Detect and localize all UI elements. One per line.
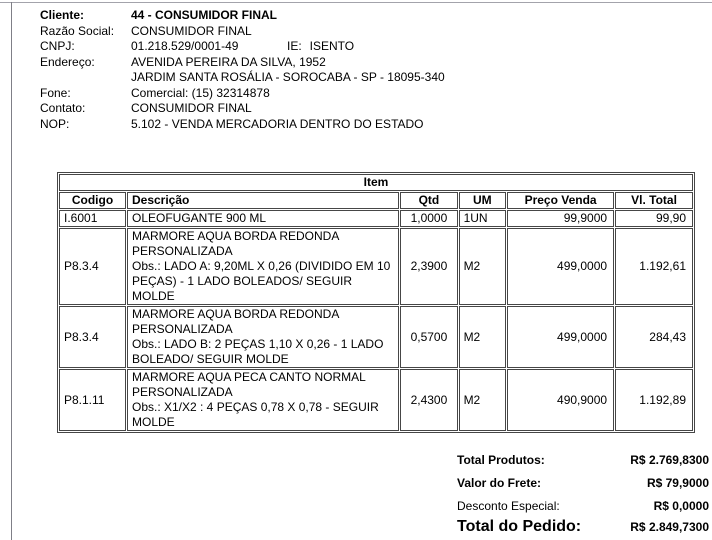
desconto-especial-value: R$ 0,0000 — [653, 498, 709, 513]
um-cell: M2 — [459, 306, 507, 368]
desconto-especial-label: Desconto Especial: — [457, 498, 560, 513]
header-descricao: Descrição — [127, 192, 399, 209]
um-cell: 1UN — [459, 210, 507, 227]
total-pedido-row — [457, 518, 709, 536]
field-nop — [40, 117, 445, 133]
vl-total-cell: 1.192,89 — [615, 369, 693, 431]
endereco-line2: JARDIM SANTA ROSÁLIA - SOROCABA - SP - 18095-340 — [131, 70, 445, 84]
preco-venda-cell: 499,0000 — [507, 228, 614, 305]
field-endereco — [40, 55, 445, 71]
customer-info-block — [40, 8, 445, 132]
obs-text: Obs.: X1/X2 : 4 PEÇAS 0,78 X 0,78 - SEGUIR MOLDE — [131, 400, 379, 429]
table-header-row — [59, 192, 693, 209]
table-title-row — [59, 174, 693, 191]
descricao-cell — [127, 369, 399, 431]
cliente-label: Cliente: — [40, 8, 85, 22]
codigo-cell: P8.1.11 — [59, 369, 126, 431]
items-section — [57, 172, 695, 433]
obs-text: Obs.: LADO A: 9,20ML X 0,26 (DIVIDIDO EM 10 PEÇAS) - 1 LADO BOLEADOS/ SEGUIR MOLDE — [131, 259, 391, 303]
fone-label: Fone: — [40, 85, 71, 100]
valor-frete-label: Valor do Frete: — [457, 475, 542, 490]
items-table — [57, 172, 695, 433]
qtd-cell: 2,3900 — [400, 228, 457, 305]
valor-frete-value: R$ 79,9000 — [646, 475, 709, 490]
qtd-cell: 0,5700 — [400, 306, 457, 368]
field-endereco-line2 — [40, 70, 445, 86]
header-codigo: Codigo — [59, 192, 126, 209]
preco-venda-cell: 490,9000 — [507, 369, 614, 431]
header-qtd: Qtd — [400, 192, 457, 209]
endereco-label: Endereço: — [40, 54, 95, 69]
ie-label: IE: — [287, 39, 302, 53]
codigo-cell: P8.3.4 — [59, 228, 126, 305]
nop-value: 5.102 - VENDA MERCADORIA DENTRO DO ESTADO — [131, 116, 424, 131]
nop-label: NOP: — [40, 116, 70, 131]
qtd-cell: 2,4300 — [400, 369, 457, 431]
table-row — [59, 369, 693, 431]
frame-left-divider — [11, 2, 12, 540]
descricao-text: MARMORE AQUA BORDA REDONDA PERSONALIZADA — [131, 307, 339, 336]
um-cell: M2 — [459, 369, 507, 431]
table-row — [59, 228, 693, 305]
total-produtos-label: Total Produtos: — [457, 452, 545, 467]
valor-frete-row — [457, 471, 709, 494]
contato-label: Contato: — [40, 101, 86, 115]
table-row — [59, 306, 693, 368]
field-fone — [40, 86, 445, 102]
totals-block — [457, 448, 709, 536]
descricao-text: MARMORE AQUA PECA CANTO NORMAL PERSONALIZADA — [131, 370, 366, 399]
cnpj-value: 01.218.529/0001-49 — [131, 39, 239, 53]
header-vl-total: Vl. Total — [615, 192, 693, 209]
cliente-value: 44 - CONSUMIDOR FINAL — [131, 8, 278, 22]
razao-social-value: CONSUMIDOR FINAL — [131, 23, 252, 38]
cnpj-label: CNPJ: — [40, 39, 75, 53]
vl-total-cell: 99,90 — [615, 210, 693, 227]
descricao-cell — [127, 306, 399, 368]
header-um: UM — [459, 192, 507, 209]
table-title: Item — [59, 174, 693, 191]
vl-total-cell: 284,43 — [615, 306, 693, 368]
field-cnpj-ie — [40, 39, 445, 55]
obs-text: Obs.: LADO B: 2 PEÇAS 1,10 X 0,26 - 1 LADO BOLEADO/ SEGUIR MOLDE — [131, 337, 384, 366]
contato-value: CONSUMIDOR FINAL — [131, 101, 252, 115]
endereco-line1: AVENIDA PEREIRA DA SILVA, 1952 — [131, 54, 326, 69]
vl-total-cell: 1.192,61 — [615, 228, 693, 305]
frame-top-divider — [0, 2, 712, 3]
descricao-text: MARMORE AQUA BORDA REDONDA PERSONALIZADA — [131, 229, 339, 258]
total-produtos-row — [457, 448, 709, 471]
descricao-cell — [127, 228, 399, 305]
razao-social-label: Razão Social: — [40, 23, 115, 38]
table-row — [59, 210, 693, 227]
fone-value: Comercial: (15) 32314878 — [131, 85, 270, 100]
codigo-cell: P8.3.4 — [59, 306, 126, 368]
descricao-text: OLEOFUGANTE 900 ML — [131, 211, 267, 225]
um-cell: M2 — [459, 228, 507, 305]
preco-venda-cell: 499,0000 — [507, 306, 614, 368]
header-preco-venda: Preço Venda — [507, 192, 614, 209]
total-pedido-label: Total do Pedido: — [457, 518, 582, 535]
qtd-cell: 1,0000 — [400, 210, 457, 227]
total-produtos-value: R$ 2.769,8300 — [630, 452, 709, 467]
descricao-cell — [127, 210, 399, 227]
desconto-especial-row — [457, 494, 709, 517]
codigo-cell: I.6001 — [59, 210, 126, 227]
ie-value: ISENTO — [309, 39, 355, 53]
total-pedido-value: R$ 2.849,7300 — [630, 520, 709, 534]
field-razao-social — [40, 24, 445, 40]
endereco-label-spacer — [40, 70, 131, 86]
field-contato — [40, 101, 445, 117]
field-cliente — [40, 8, 445, 24]
preco-venda-cell: 99,9000 — [507, 210, 614, 227]
